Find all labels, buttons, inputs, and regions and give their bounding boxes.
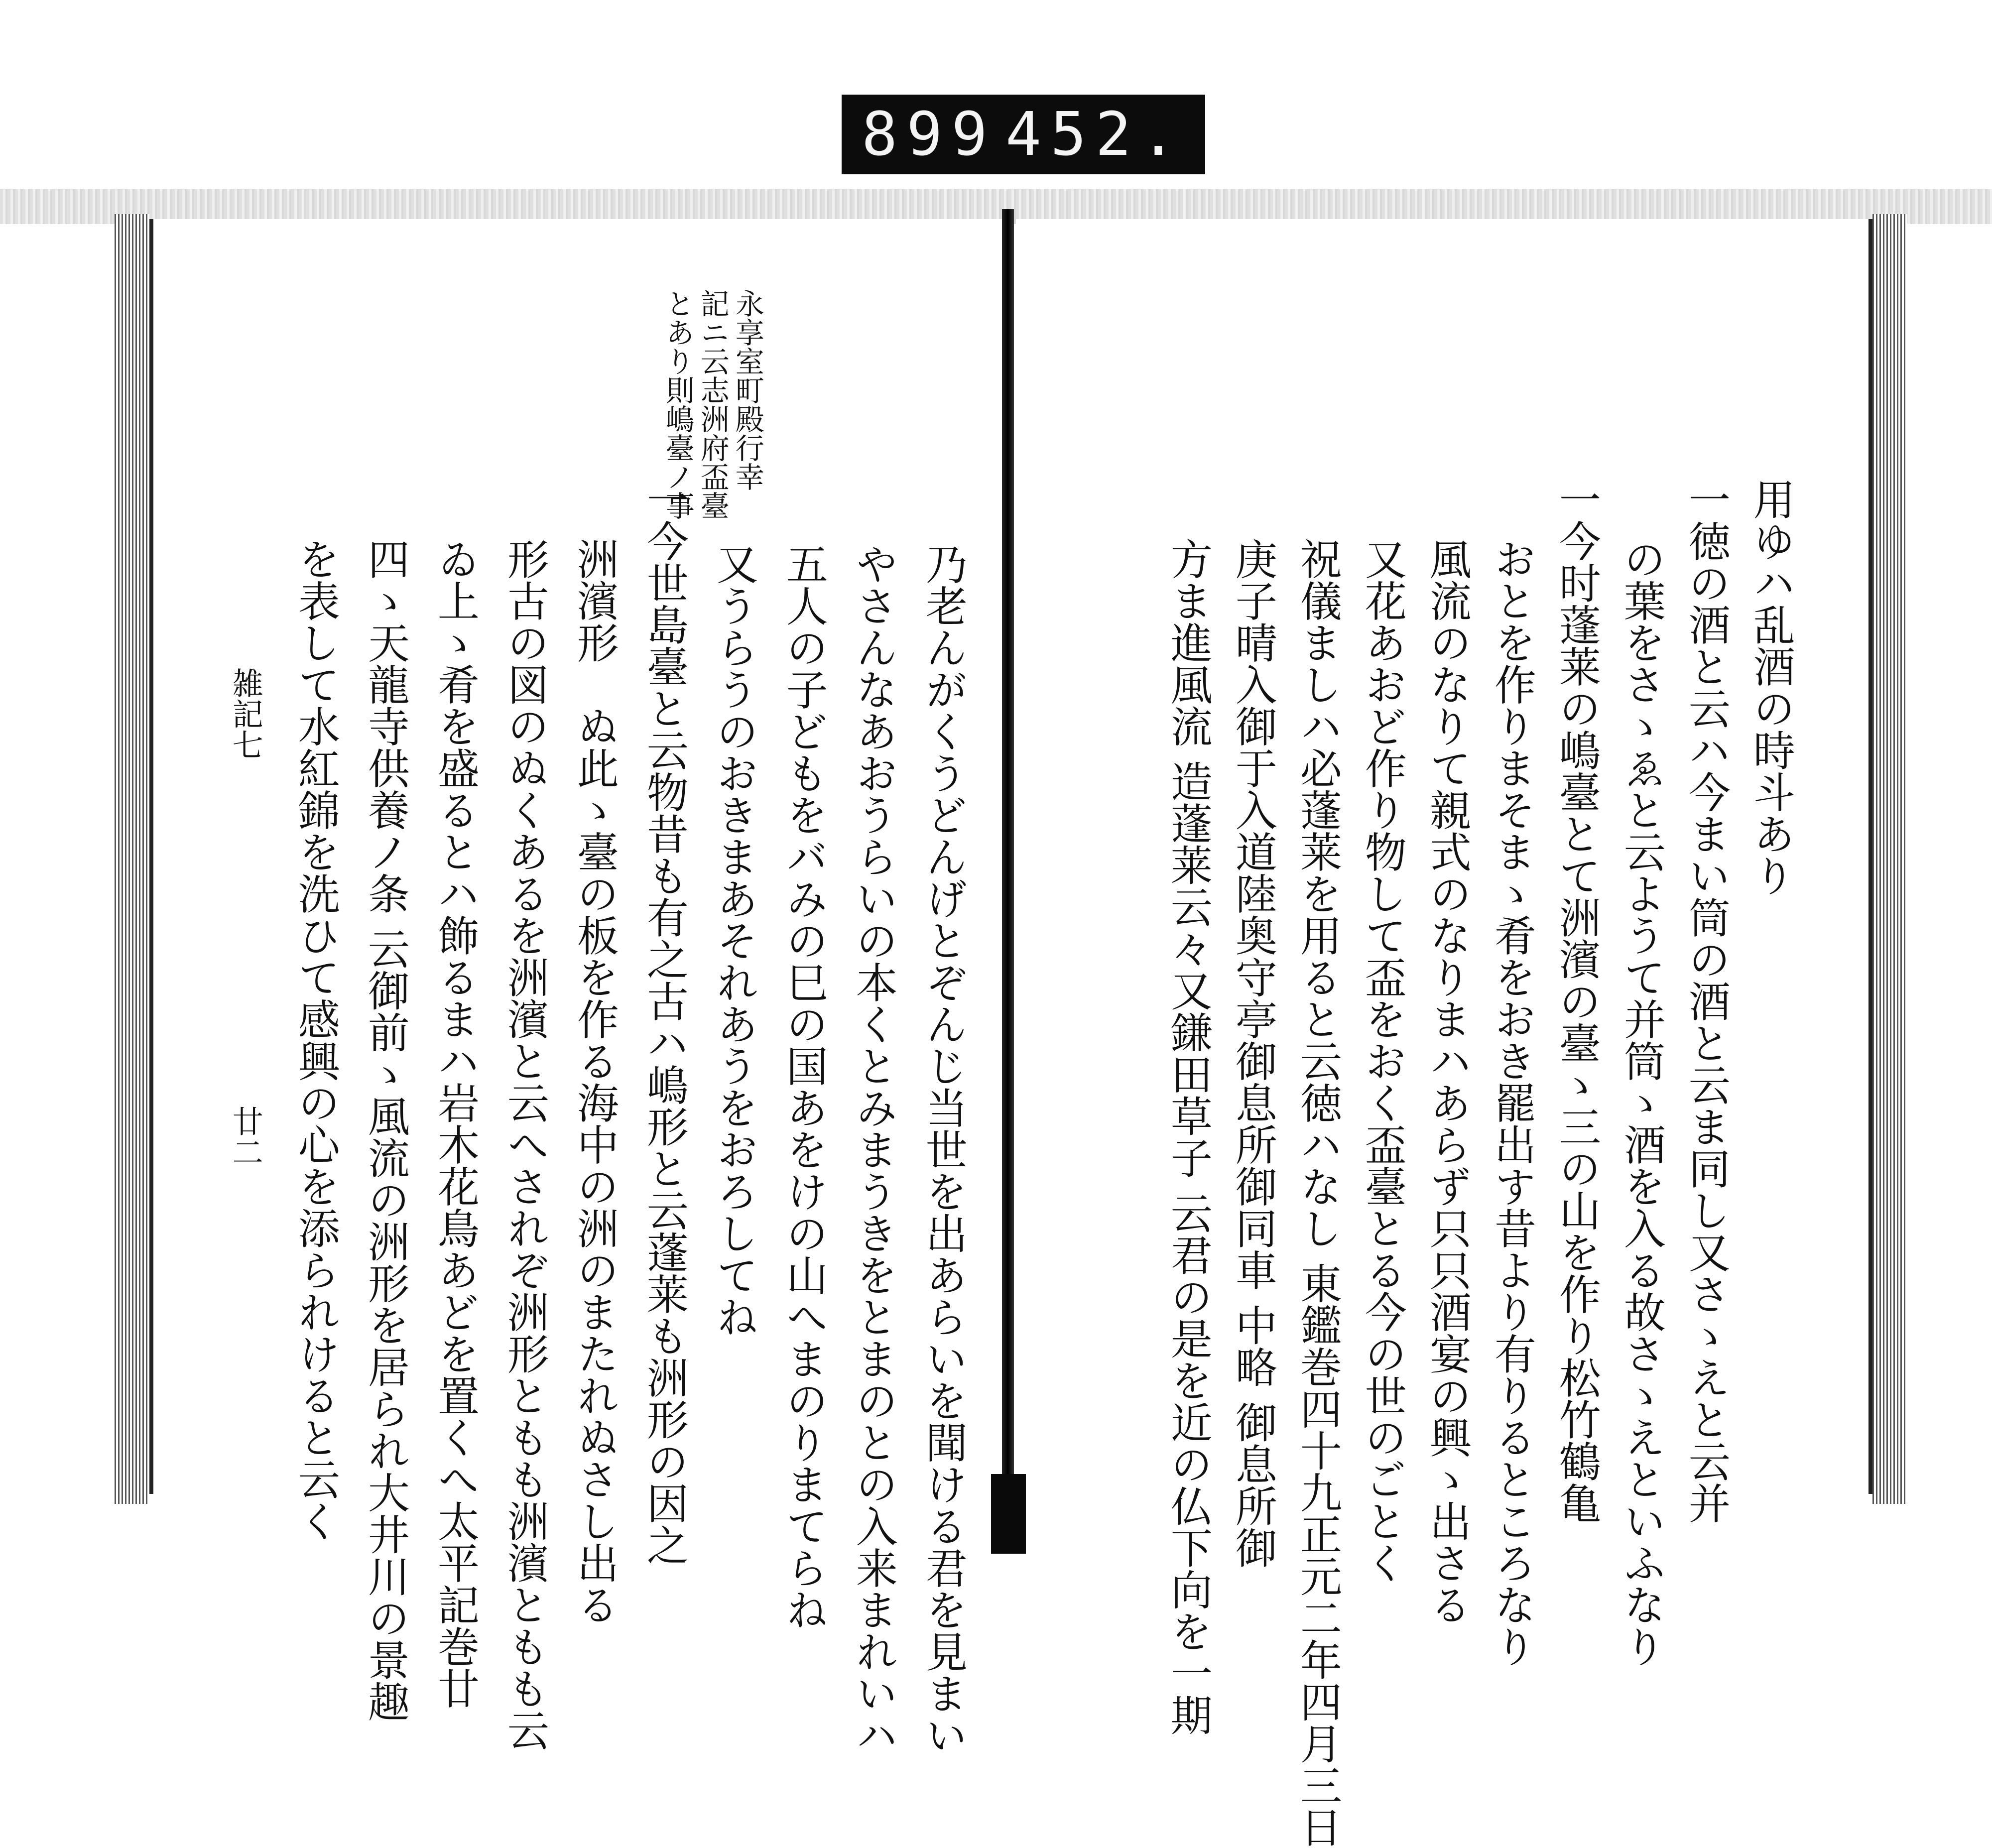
right-text-col-8: 祝儀ましハ必蓬莱を用ると云徳ハなし 東鑑巻四十九正元二年四月三日 xyxy=(1293,538,1343,1848)
left-text-col-6: 洲濱形 ぬ此ゝ臺の板を作る海中の洲のまたれぬさし出る xyxy=(570,538,620,1625)
left-text-col-10: を表して水紅錦を洗ひて感興の心を添られけると云く xyxy=(291,538,341,1542)
book-gutter xyxy=(1002,209,1014,1554)
left-text-col-1: 乃老んがくうどんげとぞんじ当世を出あらいを聞ける君を見まい xyxy=(919,543,968,1756)
frame-label xyxy=(842,95,1205,174)
frame-label-right: 452. xyxy=(1005,100,1185,169)
right-text-col-4: 一今时蓬莱の嶋臺とて洲濱の臺ゝ三の山を作り松竹鶴亀 xyxy=(1552,478,1602,1524)
open-book xyxy=(95,209,1927,1848)
left-text-col-8: ゐ上ゝ肴を盛るとハ飾るまハ岩木花鳥あどを置くへ太平記巻廿 xyxy=(431,538,480,1709)
right-page xyxy=(1016,219,1872,1848)
page-edge-right xyxy=(1872,214,1907,1504)
left-text-col-4: 又うらうのおきまあそれあうをおろしてね xyxy=(710,543,759,1338)
right-text-col-3: の葉をさゝゑと云ようて并筒ゝ酒を入る故さゝえといふなり xyxy=(1617,538,1666,1667)
left-text-col-5: 一今世島臺と云物昔も有之古ハ嶋形と云蓬莱も洲形の因之 xyxy=(640,478,689,1566)
right-text-col-1: 用ゆハ乱酒の時斗あり xyxy=(1746,478,1796,896)
right-text-col-2: 一徳の酒と云ハ今まい筒の酒と云ま同し又さゝえと云并 xyxy=(1682,478,1731,1524)
gutter-shadow xyxy=(991,1474,1026,1554)
marginal-note-col-3: とあり則嶋臺ノ事 xyxy=(660,289,695,520)
page-edge-left xyxy=(115,214,149,1504)
marginal-note-col-2: 記ニ云志洲府盃臺 xyxy=(695,289,730,520)
marginal-note-col-1: 永享室町殿行幸 xyxy=(730,289,764,491)
page-number: 廿二 xyxy=(227,1106,264,1167)
right-text-col-10: 方ま進風流 造蓬莱云々又鎌田草子 云君の是を近の仏下向を一期 xyxy=(1164,538,1213,1736)
right-text-col-6: 風流のなりて親式のなりまハあらず只只酒宴の興ゝ出さる xyxy=(1423,538,1472,1625)
left-text-col-7: 形古の図のぬくあるを洲濱と云へされぞ洲形ともも洲濱ともも云 xyxy=(500,538,550,1751)
footer-title: 雑記七 xyxy=(227,667,264,760)
left-page xyxy=(149,219,1006,1756)
left-text-col-9: 四ゝ天龍寺供養ノ条 云御前ゝ風流の洲形を居られ大井川の景趣 xyxy=(361,538,410,1723)
right-text-col-9: 庚子晴入御于入道陸奥守亭御息所御同車 中略 御息所御 xyxy=(1229,538,1278,1569)
left-text-col-2: やさんなあおうらいの本くとみまうきをとまのとの入来まれいハ xyxy=(849,543,898,1756)
frame-label-left: 899 xyxy=(862,100,996,169)
right-text-col-7: 又花あおど作り物して盃をおく盃臺とる今の世のごとく xyxy=(1358,538,1407,1584)
left-text-col-3: 五人の子どもをバみの巳の国あをけの山へまのりまてらね xyxy=(779,543,829,1630)
right-text-col-5: おとを作りまそまゝ肴をおき罷出す昔より有りるところなり xyxy=(1488,538,1537,1667)
